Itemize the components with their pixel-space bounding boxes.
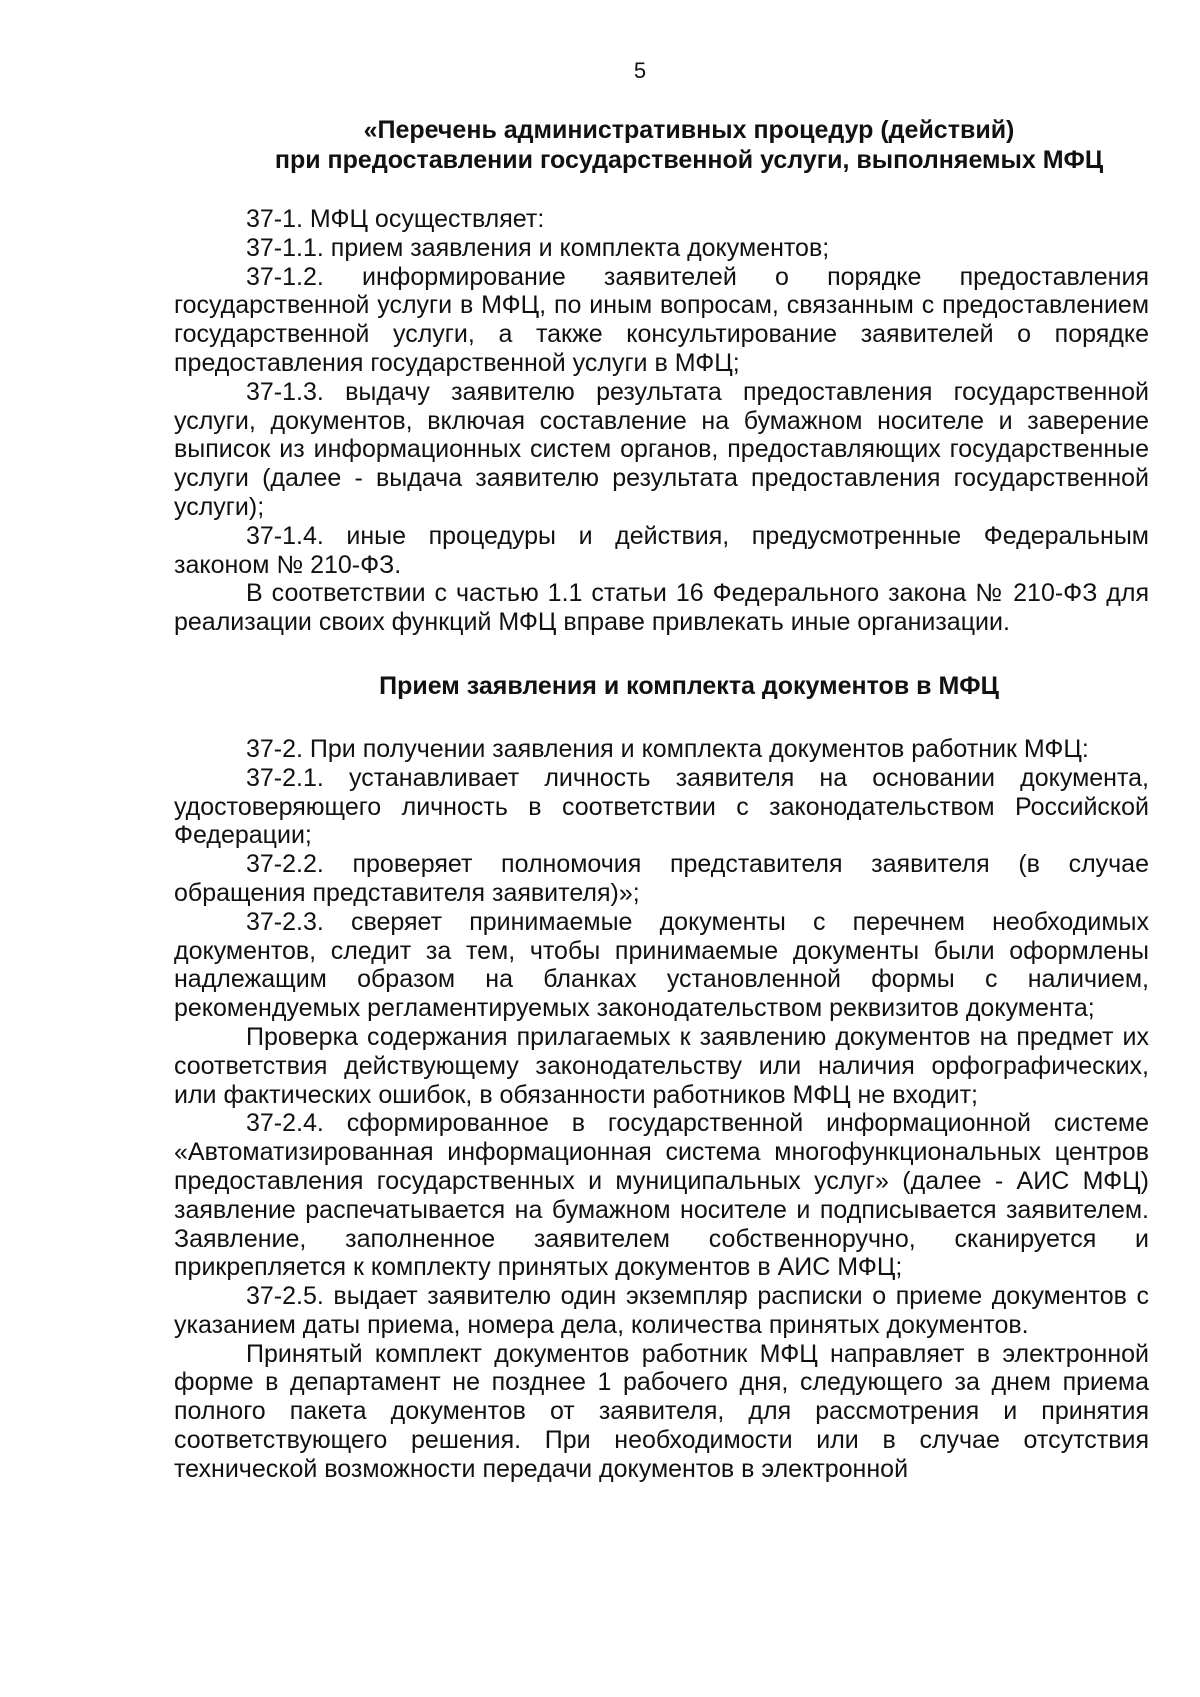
paragraphs-group-1	[174, 205, 1149, 637]
paragraph: 37-1. МФЦ осуществляет:	[246, 205, 545, 233]
paragraph: В соответствии с частью 1.1 статьи 16 Федерального закона № 210-ФЗ для реализации своих функций МФЦ вправе привлекать иные организации.	[174, 579, 1149, 637]
page-number: 5	[633, 58, 647, 83]
paragraph: Принятый комплект документов работник МФЦ направляет в электронной форме в департамент не позднее 1 рабочего дня, следующего за днем приема полного пакета документов от заявителя, для рассмотрения и принятия соответствующего решения. При необходимости или в случае отсутствия технической возможности передачи документов в электронной	[174, 1339, 1149, 1483]
paragraph: 37-2.3. сверяет принимаемые документы с перечнем необходимых документов, следит за тем, чтобы принимаемые документы были оформлены надлежащим образом на бланках установленной формы с наличием, рекомендуемых регламентируемых законодательством реквизитов документа;	[174, 907, 1149, 1023]
paragraph: 37-1.4. иные процедуры и действия, предусмотренные Федеральным законом № 210-ФЗ.	[174, 521, 1149, 579]
section-heading: Прием заявления и комплекта документов в МФЦ	[379, 671, 999, 700]
title-line-2: при предоставлении государственной услуги, выполняемых МФЦ	[274, 146, 1104, 174]
document-body	[174, 115, 1149, 1484]
paragraph: 37-1.3. выдачу заявителю результата предоставления государственной услуги, документов, включая составление на бумажном носителе и заверение выписок из информационных систем органов, предоставляющих государственные услуги (далее - выдача заявителю результата предоставления государственной услуги);	[174, 377, 1149, 521]
paragraph: Проверка содержания прилагаемых к заявлению документов на предмет их соответствия действующему законодательству или наличия орфографических, или фактических ошибок, в обязанности работников МФЦ не входит;	[174, 1022, 1149, 1109]
paragraph: 37-2.5. выдает заявителю один экземпляр расписки о приеме документов с указанием даты приема, номера дела, количества принятых документов.	[174, 1282, 1149, 1339]
title-line-1: «Перечень административных процедур (действий)	[363, 116, 1015, 144]
paragraph: 37-2.4. сформированное в государственной информационной системе «Автоматизированная информационная система многофункциональных центров предоставления государственных и муниципальных услуг» (далее - АИС МФЦ) заявление распечатывается на бумажном носителе и подписывается заявителем. Заявление, заполненное заявителем собственноручно, сканируется и прикрепляется к комплекту принятых документов в АИС МФЦ;	[174, 1109, 1149, 1282]
paragraphs-group-2	[174, 735, 1149, 1484]
paragraph: 37-1.1. прием заявления и комплекта документов;	[246, 233, 830, 262]
paragraph: 37-2.1. устанавливает личность заявителя на основании документа, удостоверяющего личность в соответствии с законодательством Российской Федерации;	[174, 763, 1149, 850]
paragraph: 37-2.2. проверяет полномочия представителя заявителя (в случае обращения представителя заявителя)»;	[174, 850, 1149, 907]
paragraph: 37-1.2. информирование заявителей о порядке предоставления государственной услуги в МФЦ, по иным вопросам, связанным с предоставлением государственной услуги, а также консультирование заявителей о порядке предоставления государственной услуги в МФЦ;	[174, 262, 1149, 377]
paragraph: 37-2. При получении заявления и комплекта документов работник МФЦ:	[246, 734, 1089, 763]
